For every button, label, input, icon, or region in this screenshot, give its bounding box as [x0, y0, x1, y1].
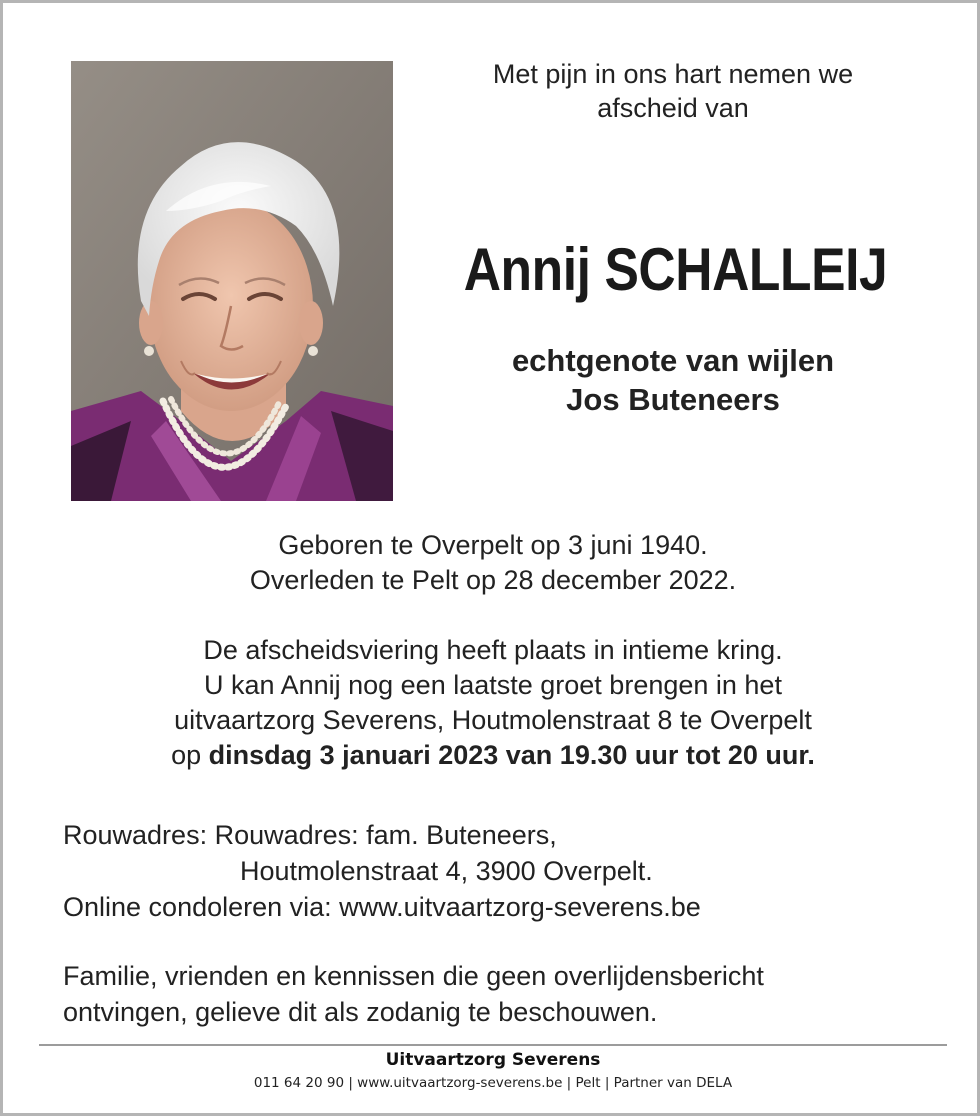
address-line-2: Houtmolenstraat 4, 3900 Overpelt. — [240, 856, 653, 886]
family-notice — [63, 958, 943, 1030]
ceremony-line-3: uitvaartzorg Severens, Houtmolenstraat 8 te Overpelt — [174, 705, 812, 735]
intro-text — [413, 57, 933, 125]
ceremony-line-4 — [3, 738, 980, 773]
address-line-1: Rouwadres: Rouwadres: fam. Buteneers, — [63, 820, 557, 850]
deceased-name: Annij SCHALLEIJ — [463, 236, 888, 303]
ceremony-line-1: De afscheidsviering heeft plaats in intieme kring. — [203, 635, 783, 665]
ceremony-line-2: U kan Annij nog een laatste groet brengen in het — [204, 670, 782, 700]
death-line: Overleden te Pelt op 28 december 2022. — [249, 565, 737, 595]
intro-line-1: Met pijn in ons hart nemen we — [492, 59, 854, 89]
funeral-company-name: Uitvaartzorg Severens — [385, 1050, 601, 1070]
footer-divider — [39, 1044, 947, 1046]
ceremony-datetime: dinsdag 3 januari 2023 van 19.30 uur tot 20 uur. — [208, 740, 815, 770]
mourning-address — [63, 817, 943, 925]
birth-death-dates — [3, 528, 980, 598]
portrait-photo — [71, 61, 393, 501]
notice-line-2: ontvingen, gelieve dit als zodanig te beschouwen. — [63, 997, 658, 1027]
spouse-text — [413, 341, 933, 419]
online-condolence: Online condoleren via: www.uitvaartzorg-severens.be — [63, 892, 701, 922]
notice-line-1: Familie, vrienden en kennissen die geen overlijdensbericht — [63, 961, 764, 991]
funeral-company-contacts: 011 64 20 90 | www.uitvaartzorg-severens.be | Pelt | Partner van DELA — [253, 1075, 733, 1091]
spouse-line-1: echtgenote van wijlen — [511, 343, 835, 378]
intro-line-2: afscheid van — [597, 93, 749, 123]
birth-line: Geboren te Overpelt op 3 juni 1940. — [278, 530, 708, 560]
ceremony-details — [3, 633, 980, 773]
portrait-illustration — [71, 61, 393, 501]
spouse-line-2: Jos Buteneers — [566, 382, 780, 417]
ceremony-line-4-prefix: op — [171, 740, 202, 770]
